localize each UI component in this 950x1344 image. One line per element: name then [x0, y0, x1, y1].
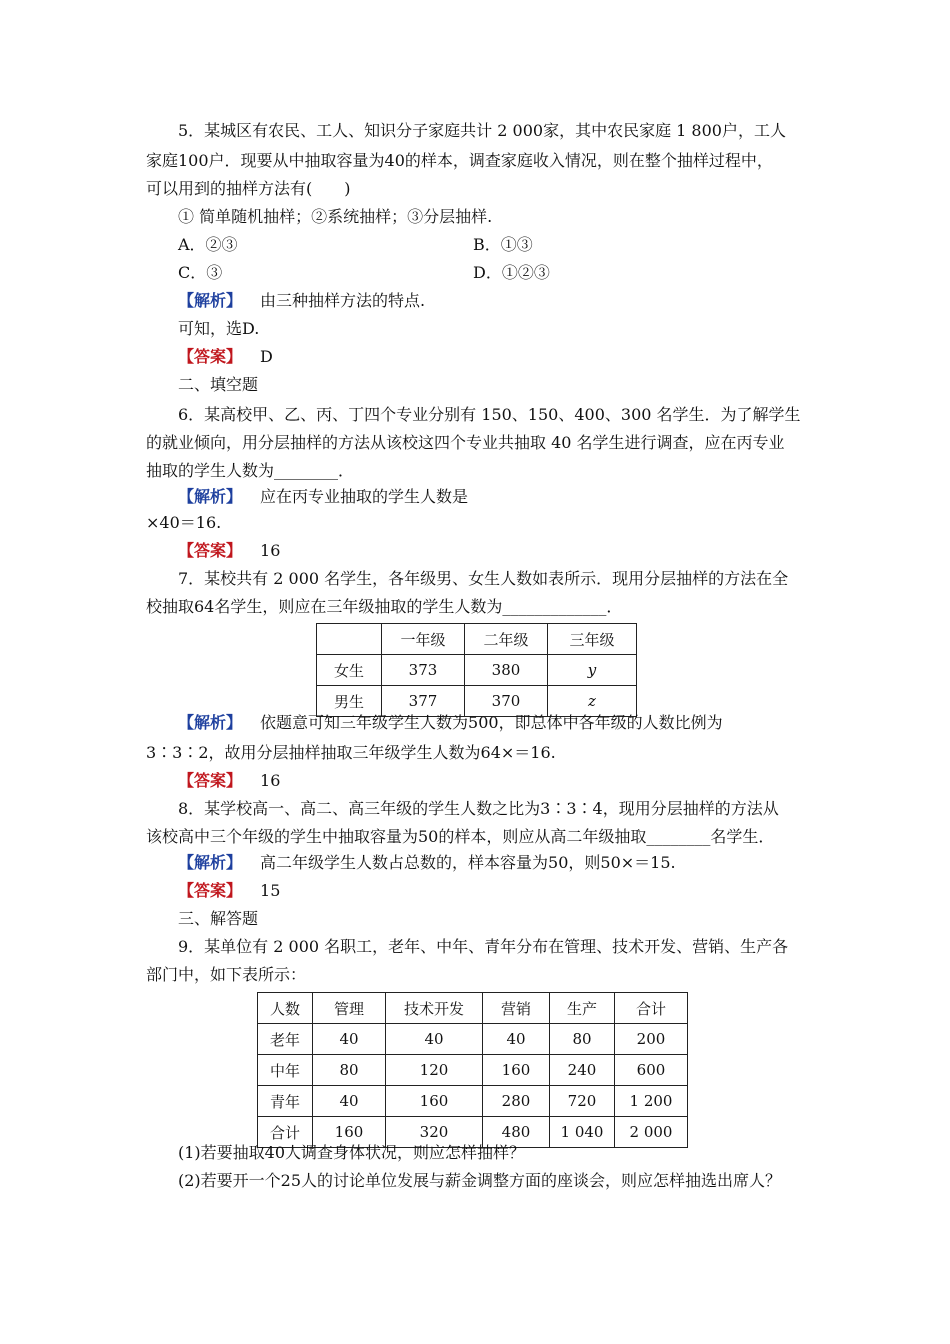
table-cell: 240 — [550, 1055, 615, 1086]
table-cell: 80 — [313, 1055, 386, 1086]
analysis-tag: 【解析】 — [178, 713, 243, 732]
table-cell: 80 — [550, 1024, 615, 1055]
analysis-tag: 【解析】 — [178, 853, 243, 872]
q5-line3: 可以用到的抽样方法有( ) — [146, 179, 351, 198]
table-row — [317, 655, 637, 686]
table-row — [258, 1055, 688, 1086]
q8-line1: 8．某学校高一、高二、高三年级的学生人数之比为3∶3∶4，现用分层抽样的方法从 — [178, 799, 779, 818]
table-cell: 40 — [313, 1024, 386, 1055]
table-cell: 280 — [483, 1086, 550, 1117]
table-cell: 377 — [382, 686, 465, 717]
q7-line2: 校抽取64名学生，则应在三年级抽取的学生人数为_____________． — [146, 597, 623, 616]
table-cell: 120 — [386, 1055, 483, 1086]
q5-option-b: B．①③ — [473, 235, 533, 254]
answer-tag: 【答案】 — [178, 347, 243, 366]
table-cell: 1 200 — [615, 1086, 688, 1117]
q9-sub2: (2)若要开一个25人的讨论单位发展与薪金调整方面的座谈会，则应怎样抽选出席人？ — [178, 1171, 782, 1190]
table-cell: 女生 — [317, 655, 382, 686]
table-cell: 一年级 — [382, 624, 465, 655]
answer-tag: 【答案】 — [178, 541, 243, 560]
table-cell: 二年级 — [465, 624, 548, 655]
table-cell: 480 — [483, 1117, 550, 1148]
table-cell: 管理 — [313, 993, 386, 1024]
table-cell: z — [548, 686, 637, 717]
q5-analysis: 【解析】 由三种抽样方法的特点. — [178, 291, 426, 310]
q5-analysis-2: 可知，选D. — [178, 319, 260, 338]
table-cell: 2 000 — [615, 1117, 688, 1148]
table-cell: 人数 — [258, 993, 313, 1024]
q6-analysis: 【解析】 应在丙专业抽取的学生人数是 — [178, 487, 469, 506]
table-header-row — [317, 624, 637, 655]
table-row — [258, 1024, 688, 1055]
answer-tag: 【答案】 — [178, 881, 243, 900]
table-cell: 技术开发 — [386, 993, 483, 1024]
table-cell: 营销 — [483, 993, 550, 1024]
table-cell: 370 — [465, 686, 548, 717]
table-cell: 生产 — [550, 993, 615, 1024]
q7-analysis: 【解析】 依题意可知三年级学生人数为500，即总体中各年级的人数比例为 — [178, 713, 723, 732]
q9-line1: 9．某单位有 2 000 名职工，老年、中年、青年分布在管理、技术开发、营销、生产各 — [178, 937, 789, 956]
analysis-tag: 【解析】 — [178, 487, 243, 506]
table-cell: 320 — [386, 1117, 483, 1148]
q9-sub1: (1)若要抽取40人调查身体状况，则应怎样抽样？ — [178, 1143, 526, 1162]
q6-analysis-2: ×40＝16. — [146, 513, 222, 532]
q8-answer: 【答案】 15 — [178, 881, 281, 900]
q7-answer: 【答案】 16 — [178, 771, 281, 790]
q8-analysis: 【解析】 高二年级学生人数占总数的，样本容量为50，则50×＝15. — [178, 853, 676, 872]
table-cell: 40 — [313, 1086, 386, 1117]
q6-line1: 6．某高校甲、乙、丙、丁四个专业分别有 150、150、400、300 名学生．为了解学生 — [178, 405, 801, 424]
table-cell: 40 — [386, 1024, 483, 1055]
staff-distribution-table — [257, 992, 688, 1148]
q7-analysis-2: 3∶3∶2，故用分层抽样抽取三年级学生人数为64×＝16. — [146, 743, 556, 762]
q6-line3: 抽取的学生人数为________． — [146, 461, 355, 480]
table-cell: 三年级 — [548, 624, 637, 655]
q5-option-d: D．①②③ — [473, 263, 550, 282]
q5-methods: ① 简单随机抽样；②系统抽样；③分层抽样. — [178, 207, 493, 226]
q5-line1: 5．某城区有农民、工人、知识分子家庭共计 2 000家，其中农民家庭 1 800户，工人 — [178, 121, 786, 140]
table-cell: 老年 — [258, 1024, 313, 1055]
table-cell: y — [548, 655, 637, 686]
q5-option-c: C．③ — [178, 263, 223, 282]
table-cell: 合计 — [615, 993, 688, 1024]
q5-answer: 【答案】 D — [178, 347, 273, 366]
analysis-tag: 【解析】 — [178, 291, 243, 310]
q9-line2: 部门中，如下表所示： — [146, 965, 307, 984]
q6-answer: 【答案】 16 — [178, 541, 281, 560]
q5-option-a: A．②③ — [178, 235, 238, 254]
answer-tag: 【答案】 — [178, 771, 243, 790]
q6-line2: 的就业倾向，用分层抽样的方法从该校这四个专业共抽取 40 名学生进行调查，应在丙专业 — [146, 433, 785, 452]
q8-line2: 该校高中三个年级的学生中抽取容量为50的样本，则应从高二年级抽取________名学生． — [146, 827, 775, 846]
table-cell: 380 — [465, 655, 548, 686]
table-cell: 男生 — [317, 686, 382, 717]
table-cell: 720 — [550, 1086, 615, 1117]
table-cell: 中年 — [258, 1055, 313, 1086]
grade-gender-table — [316, 623, 637, 717]
section-heading-3: 三、解答题 — [178, 909, 259, 928]
table-row — [258, 1086, 688, 1117]
table-cell: 1 040 — [550, 1117, 615, 1148]
q5-line2: 家庭100户．现要从中抽取容量为40的样本，调查家庭收入情况，则在整个抽样过程中， — [146, 151, 773, 170]
table-cell: 160 — [386, 1086, 483, 1117]
table-cell: 200 — [615, 1024, 688, 1055]
section-heading-2: 二、填空题 — [178, 375, 259, 394]
q7-line1: 7．某校共有 2 000 名学生，各年级男、女生人数如表所示．现用分层抽样的方法在全 — [178, 569, 789, 588]
table-cell: 青年 — [258, 1086, 313, 1117]
table-cell: 373 — [382, 655, 465, 686]
table-cell: 合计 — [258, 1117, 313, 1148]
table-cell: 40 — [483, 1024, 550, 1055]
table-cell: 160 — [483, 1055, 550, 1086]
table-cell: 600 — [615, 1055, 688, 1086]
table-cell — [317, 624, 382, 655]
table-cell: 160 — [313, 1117, 386, 1148]
table-header-row — [258, 993, 688, 1024]
